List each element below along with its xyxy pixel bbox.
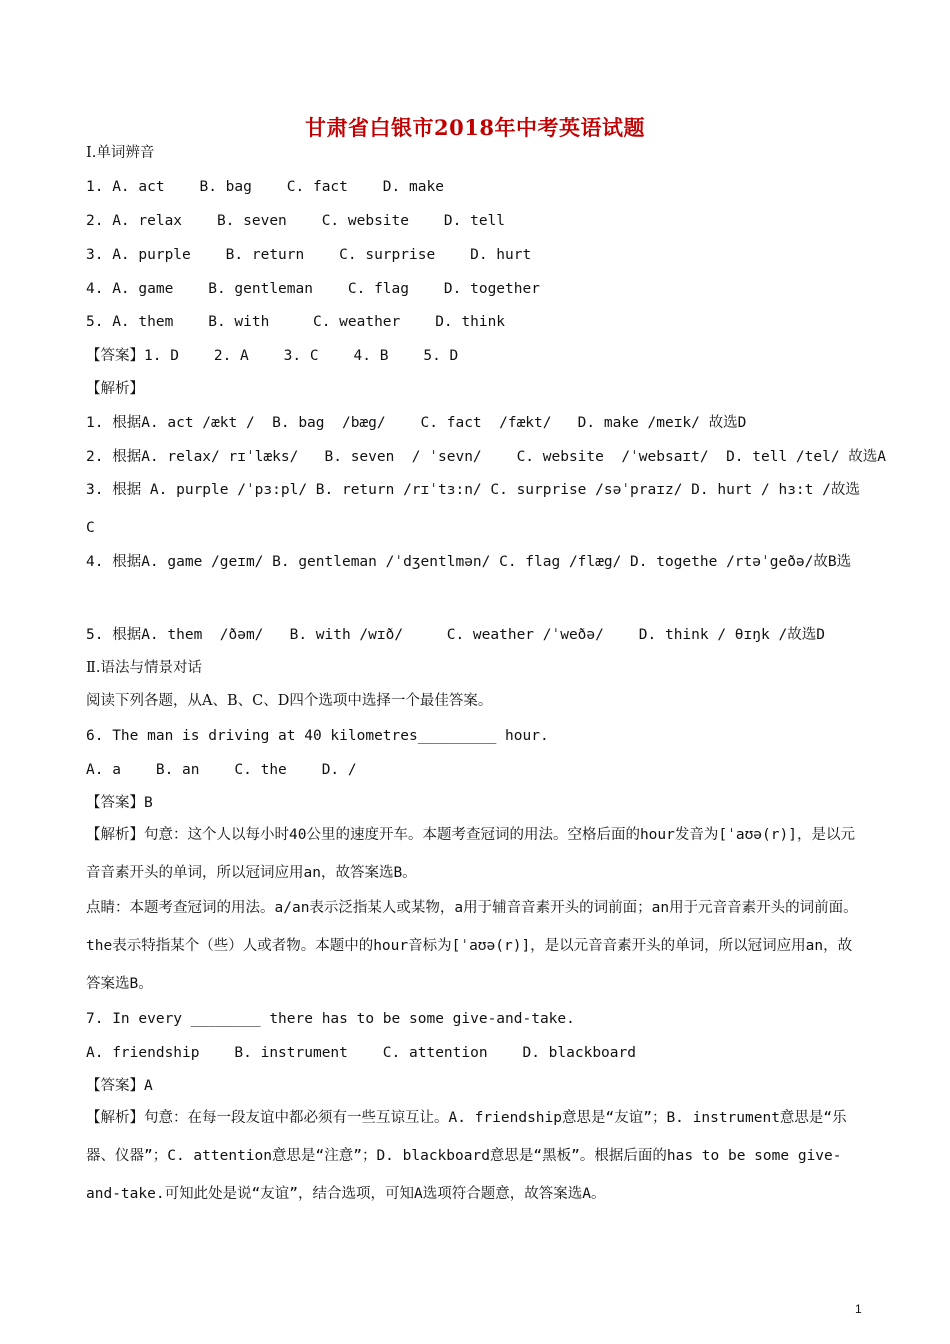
question-6-stem: 6. The man is driving at 40 kilometres_________ hour. — [86, 728, 549, 744]
question-1: 1. A. act B. bag C. fact D. make — [86, 179, 444, 195]
question-6-analysis: 【解析】句意：这个人以每小时40公里的速度开车。本题考查冠词的用法。空格后面的hour发音为[ˈaʊə(r)]，是以元音音素开头的单词，所以冠词应用an，故答案选B。 — [86, 827, 855, 881]
page-title: 甘肃省白银市2018年中考英语试题 — [305, 115, 645, 140]
question-7-stem: 7. In every ________ there has to be some give-and-take. — [86, 1011, 575, 1027]
question-7-options: A. friendship B. instrument C. attention D. blackboard — [86, 1045, 636, 1061]
page-number: 1 — [855, 1302, 862, 1316]
section1-answer: 【答案】1. D 2. A 3. C 4. B 5. D — [86, 348, 459, 364]
question-3: 3. A. purple B. return C. surprise D. hurt — [86, 247, 532, 263]
question-6-options: A. a B. an C. the D. / — [86, 762, 357, 778]
analysis-4: 4. 根据A. game /geɪm/ B. gentleman /ˈdʒentlmən/ C. flag /flæg/ D. togethe /rtəˈgeðə/故B选 — [86, 554, 852, 570]
question-4: 4. A. game B. gentleman C. flag D. together — [86, 281, 540, 297]
question-2: 2. A. relax B. seven C. website D. tell — [86, 213, 506, 229]
question-6-answer: 【答案】B — [86, 795, 153, 811]
analysis-2: 2. 根据A. relax/ rɪˈlæks/ B. seven / ˈsevn/ C. website /ˈwebsaɪt/ D. tell /tel/ 故选A — [86, 449, 887, 465]
question-7-analysis: 【解析】句意：在每一段友谊中都必须有一些互谅互让。A. friendship意思是“友谊”；B. instrument意思是“乐器、仪器”；C. attention意思是“注意”；D. blackboard意思是“黑板”。根据后面的has to be some give-and-take.可知此处是说“友谊”，结合选项，可知A选项符合题意，故答案选A。 — [86, 1110, 847, 1202]
question-6-note: 点睛：本题考查冠词的用法。a/an表示泛指某人或某物，a用于辅音音素开头的词前面；an用于元音音素开头的词前面。the表示特指某个（些）人或者物。本题中的hour音标为[ˈaʊə(r)]，是以元音音素开头的单词，所以冠词应用an，故答案选B。 — [86, 900, 858, 992]
section2-heading: Ⅱ.语法与情景对话 — [86, 660, 202, 676]
section1-analysis-label: 【解析】 — [86, 381, 144, 397]
section2-instruction: 阅读下列各题，从A、B、C、D四个选项中选择一个最佳答案。 — [86, 693, 493, 709]
question-7-answer: 【答案】A — [86, 1078, 153, 1094]
section1-heading: I.单词辨音 — [86, 145, 155, 161]
question-5: 5. A. them B. with C. weather D. think — [86, 314, 506, 330]
analysis-1: 1. 根据A. act /ækt / B. bag /bæg/ C. fact /fækt/ D. make /meɪk/ 故选D — [86, 415, 747, 431]
analysis-3: 3. 根据 A. purple /ˈpɜ:pl/ B. return /rɪˈtɜ:n/ C. surprise /səˈpraɪz/ D. hurt / hɜ:t /故选C — [86, 482, 860, 536]
analysis-5: 5. 根据A. them /ðəm/ B. with /wɪð/ C. weather /ˈweðə/ D. think / θɪŋk /故选D — [86, 627, 825, 643]
